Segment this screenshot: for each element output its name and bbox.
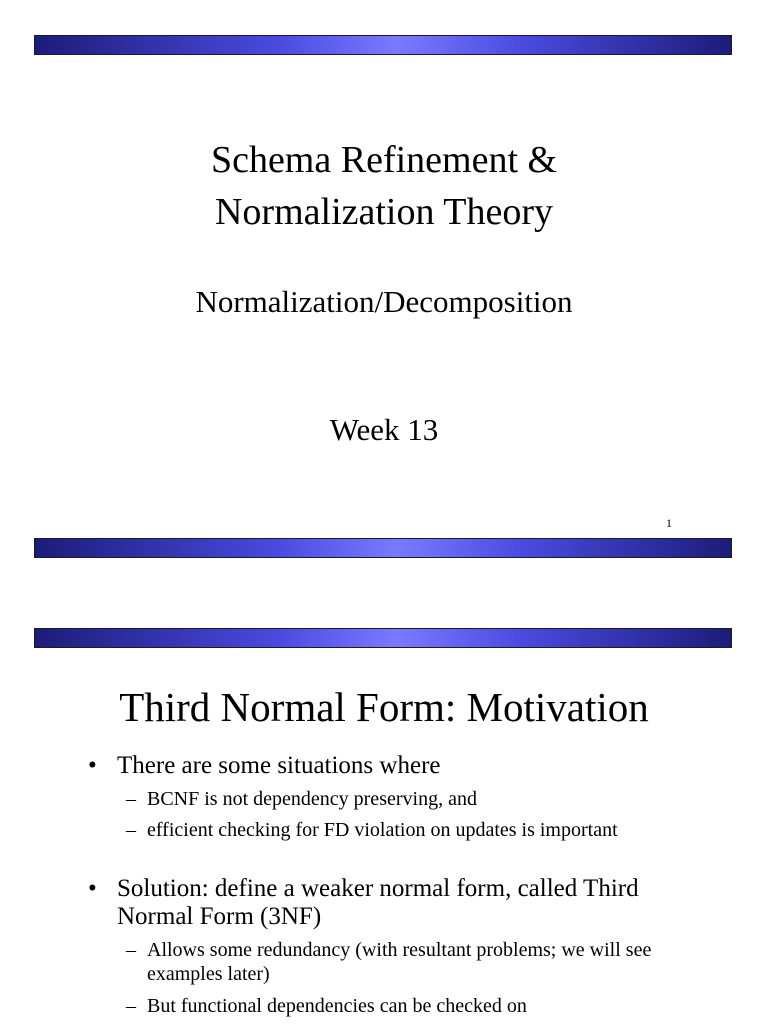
dash-icon: – [126,939,136,961]
sub-bullet-text: BCNF is not dependency preserving, and [147,788,477,810]
slide1-top-bar [34,35,732,55]
sub-bullet-item [126,994,686,1018]
bullet-icon: • [88,875,97,902]
dash-icon: – [126,819,136,841]
slide2-title: Third Normal Form: Motivation [119,684,649,730]
slide1-week: Week 13 [329,412,439,447]
sub-bullet-text: efficient checking for FD violation on updates is important [147,819,618,841]
sub-bullet-item [126,938,686,986]
bullet-text: There are some situations where [117,752,441,779]
slide2-top-bar [34,628,732,648]
slide1-page-number: 1 [666,516,672,530]
slide1-subtitle: Normalization/Decomposition [195,284,573,319]
slide1-title-line2: Normalization Theory [214,191,554,233]
sub-bullet-text: But functional dependencies can be checked on [147,995,527,1017]
dash-icon: – [126,788,136,810]
sub-bullet-text: Allows some redundancy (with resultant problems; we will see examples later) [147,939,652,985]
bullet-icon: • [88,752,97,779]
dash-icon: – [126,995,136,1017]
slide1-title [0,134,768,238]
slide1-title-line1: Schema Refinement & [210,139,558,181]
slide1-bottom-bar [34,538,732,558]
bullet-item [88,752,688,780]
sub-bullet-item [126,787,686,811]
bullet-text: Solution: define a weaker normal form, called Third Normal Form (3NF) [117,875,639,930]
sub-bullet-item [126,818,686,842]
bullet-item [88,875,688,931]
